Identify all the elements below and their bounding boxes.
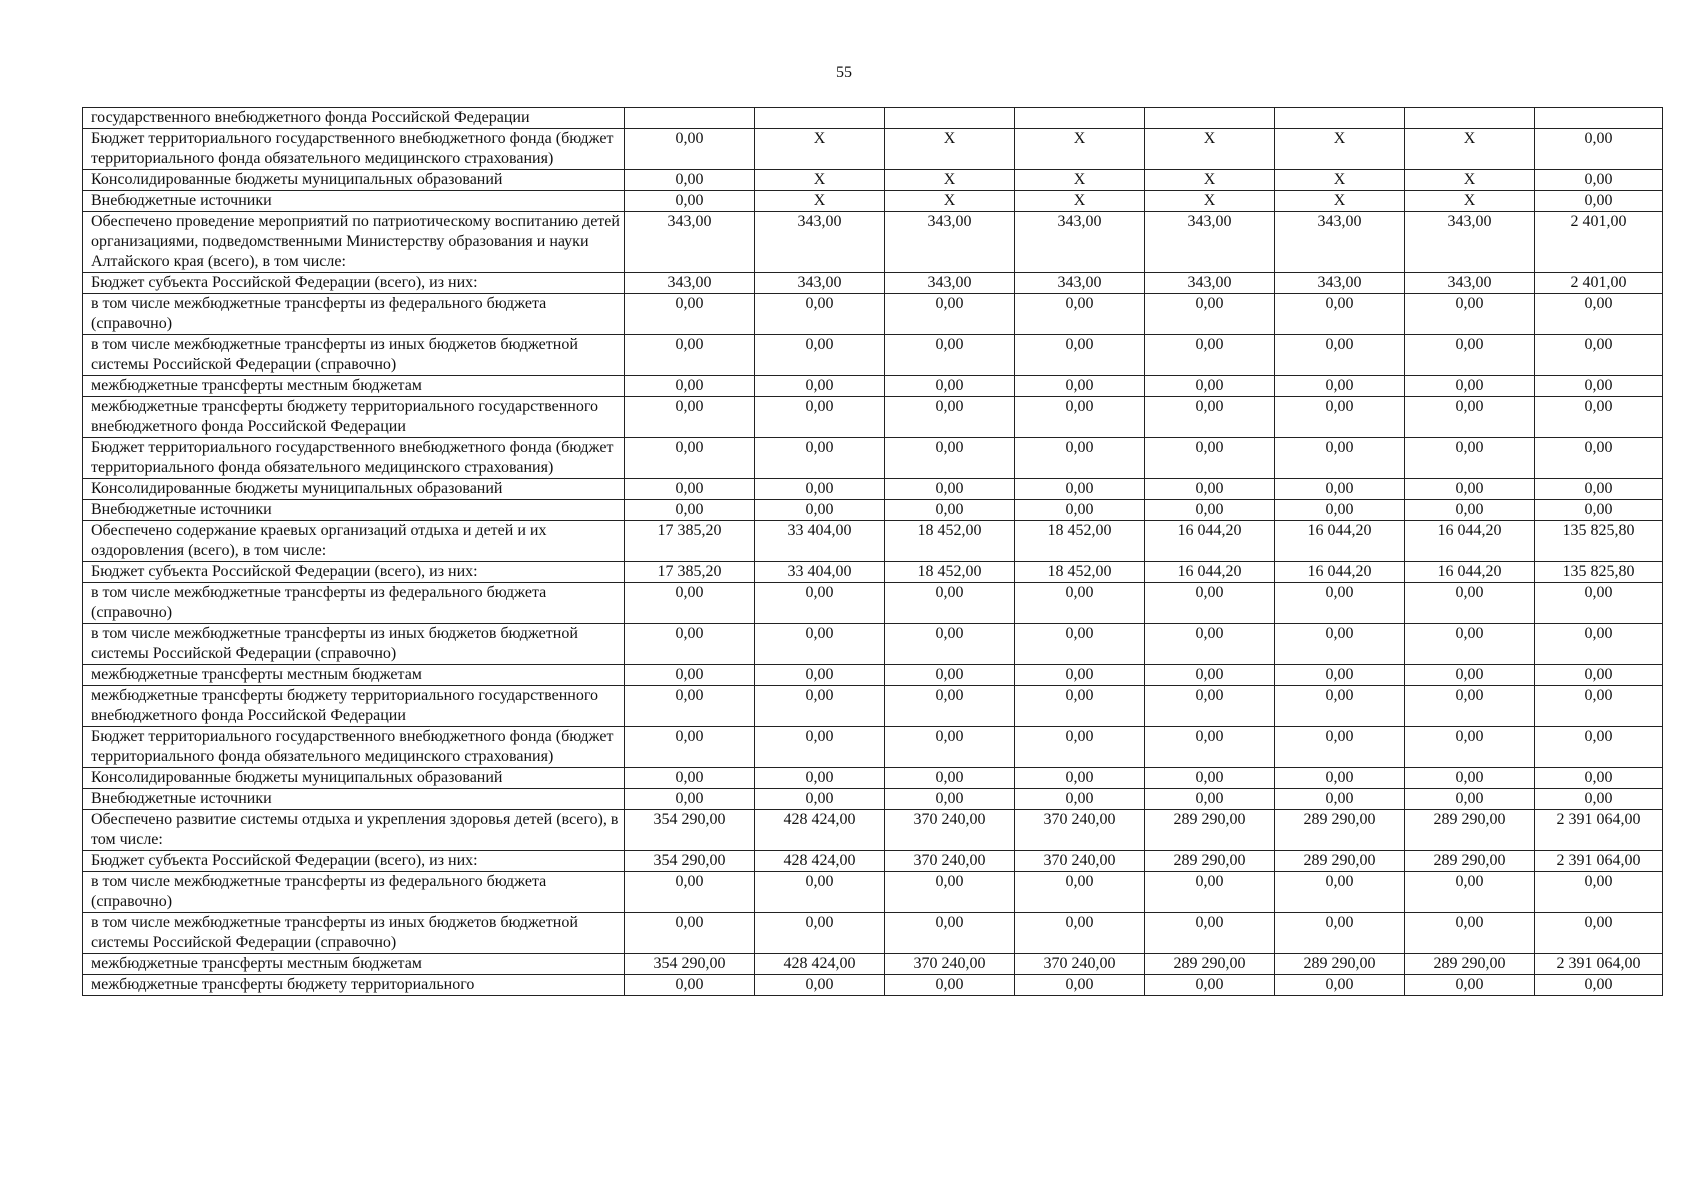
table-row — [83, 583, 1663, 624]
value-cell: 0,00 — [1145, 294, 1275, 335]
value-cell: 0,00 — [755, 872, 885, 913]
value-cell: 0,00 — [885, 294, 1015, 335]
value-cell: 0,00 — [885, 872, 1015, 913]
row-label: Внебюджетные источники — [83, 191, 625, 212]
value-cell: 0,00 — [1275, 500, 1405, 521]
row-label: межбюджетные трансферты местным бюджетам — [83, 376, 625, 397]
value-cell: 18 452,00 — [885, 521, 1015, 562]
value-cell: 428 424,00 — [755, 810, 885, 851]
value-cell: 0,00 — [625, 789, 755, 810]
value-cell: 0,00 — [1535, 294, 1663, 335]
table-row — [83, 191, 1663, 212]
value-cell: 0,00 — [1405, 583, 1535, 624]
value-cell: 0,00 — [755, 583, 885, 624]
value-cell: 0,00 — [625, 583, 755, 624]
table-row — [83, 376, 1663, 397]
value-cell: 0,00 — [1275, 872, 1405, 913]
row-label: Бюджет субъекта Российской Федерации (всего), из них: — [83, 562, 625, 583]
value-cell: 0,00 — [885, 727, 1015, 768]
value-cell: 0,00 — [1535, 438, 1663, 479]
value-cell: 343,00 — [625, 273, 755, 294]
row-label: межбюджетные трансферты бюджету территориального государственного внебюджетного фонда Российской Федерации — [83, 686, 625, 727]
value-cell: 0,00 — [1405, 624, 1535, 665]
value-cell: X — [1145, 170, 1275, 191]
table-row — [83, 727, 1663, 768]
value-cell: 0,00 — [1405, 479, 1535, 500]
value-cell: X — [1405, 191, 1535, 212]
value-cell: 0,00 — [1535, 335, 1663, 376]
row-label: Бюджет территориального государственного внебюджетного фонда (бюджет территориального фонда обязательного медицинского страхования) — [83, 727, 625, 768]
value-cell: 0,00 — [1405, 727, 1535, 768]
value-cell: 343,00 — [755, 212, 885, 273]
table-row — [83, 954, 1663, 975]
value-cell: 0,00 — [1015, 397, 1145, 438]
table-row — [83, 665, 1663, 686]
value-cell: 0,00 — [755, 789, 885, 810]
value-cell: 0,00 — [1275, 479, 1405, 500]
page-number: 55 — [836, 64, 852, 81]
value-cell: 0,00 — [625, 500, 755, 521]
value-cell: 0,00 — [1145, 686, 1275, 727]
value-cell: 0,00 — [1015, 479, 1145, 500]
row-label: межбюджетные трансферты местным бюджетам — [83, 665, 625, 686]
value-cell: 0,00 — [755, 335, 885, 376]
value-cell: 0,00 — [1405, 789, 1535, 810]
value-cell: 343,00 — [1405, 273, 1535, 294]
value-cell: 0,00 — [1535, 913, 1663, 954]
value-cell: 0,00 — [625, 913, 755, 954]
value-cell: 354 290,00 — [625, 810, 755, 851]
value-cell: 0,00 — [1405, 975, 1535, 996]
value-cell: 370 240,00 — [885, 810, 1015, 851]
value-cell: 16 044,20 — [1275, 562, 1405, 583]
value-cell: 370 240,00 — [1015, 810, 1145, 851]
value-cell: 370 240,00 — [885, 954, 1015, 975]
value-cell: 0,00 — [1405, 294, 1535, 335]
value-cell: 0,00 — [885, 479, 1015, 500]
value-cell: 16 044,20 — [1145, 562, 1275, 583]
table-row — [83, 562, 1663, 583]
value-cell: 0,00 — [1275, 624, 1405, 665]
value-cell: 0,00 — [1145, 727, 1275, 768]
value-cell: 0,00 — [1015, 294, 1145, 335]
value-cell: 289 290,00 — [1405, 954, 1535, 975]
row-label: в том числе межбюджетные трансферты из федерального бюджета (справочно) — [83, 583, 625, 624]
value-cell: 0,00 — [1145, 789, 1275, 810]
value-cell: 0,00 — [1145, 438, 1275, 479]
value-cell: 0,00 — [625, 624, 755, 665]
value-cell: 0,00 — [1015, 438, 1145, 479]
row-label: Бюджет территориального государственного внебюджетного фонда (бюджет территориального фонда обязательного медицинского страхования) — [83, 438, 625, 479]
row-label: Обеспечено развитие системы отдыха и укрепления здоровья детей (всего), в том числе: — [83, 810, 625, 851]
row-label: в том числе межбюджетные трансферты из иных бюджетов бюджетной системы Российской Федерации (справочно) — [83, 335, 625, 376]
value-cell — [1275, 108, 1405, 129]
value-cell: 0,00 — [1015, 789, 1145, 810]
value-cell: 0,00 — [1535, 727, 1663, 768]
value-cell: 343,00 — [1275, 273, 1405, 294]
value-cell: 0,00 — [1275, 913, 1405, 954]
value-cell: 0,00 — [1275, 583, 1405, 624]
value-cell: 2 401,00 — [1535, 273, 1663, 294]
value-cell: 16 044,20 — [1405, 521, 1535, 562]
value-cell: 289 290,00 — [1145, 954, 1275, 975]
value-cell: 0,00 — [1275, 294, 1405, 335]
value-cell: 0,00 — [885, 335, 1015, 376]
value-cell: X — [755, 191, 885, 212]
value-cell — [1405, 108, 1535, 129]
value-cell: X — [755, 170, 885, 191]
value-cell: 0,00 — [1535, 665, 1663, 686]
table-row — [83, 273, 1663, 294]
value-cell: 0,00 — [1145, 500, 1275, 521]
value-cell: 0,00 — [885, 500, 1015, 521]
value-cell: X — [885, 191, 1015, 212]
table-row — [83, 913, 1663, 954]
value-cell: 2 391 064,00 — [1535, 810, 1663, 851]
value-cell: 0,00 — [625, 665, 755, 686]
value-cell: 343,00 — [1405, 212, 1535, 273]
value-cell: 343,00 — [885, 212, 1015, 273]
value-cell: 0,00 — [1275, 768, 1405, 789]
value-cell: 0,00 — [885, 975, 1015, 996]
value-cell: 0,00 — [625, 872, 755, 913]
value-cell — [625, 108, 755, 129]
value-cell: 16 044,20 — [1405, 562, 1535, 583]
row-label: межбюджетные трансферты бюджету территориального — [83, 975, 625, 996]
value-cell: 289 290,00 — [1405, 810, 1535, 851]
value-cell: 135 825,80 — [1535, 521, 1663, 562]
value-cell: 135 825,80 — [1535, 562, 1663, 583]
row-label: Консолидированные бюджеты муниципальных образований — [83, 170, 625, 191]
value-cell: 0,00 — [1275, 789, 1405, 810]
value-cell: 0,00 — [755, 686, 885, 727]
value-cell: X — [1145, 129, 1275, 170]
table-row — [83, 810, 1663, 851]
value-cell: 343,00 — [1145, 273, 1275, 294]
table-row — [83, 170, 1663, 191]
value-cell: 18 452,00 — [885, 562, 1015, 583]
value-cell: 0,00 — [1275, 376, 1405, 397]
value-cell: 0,00 — [1015, 335, 1145, 376]
value-cell: 0,00 — [1405, 335, 1535, 376]
row-label: Обеспечено проведение мероприятий по патриотическому воспитанию детей организациями, подведомственными Министерству образования и науки Алтайского края (всего), в том числе: — [83, 212, 625, 273]
value-cell: 0,00 — [1015, 583, 1145, 624]
value-cell: 0,00 — [625, 479, 755, 500]
row-label: Обеспечено содержание краевых организаций отдыха и детей и их оздоровления (всего), в том числе: — [83, 521, 625, 562]
row-label: Консолидированные бюджеты муниципальных образований — [83, 768, 625, 789]
value-cell: 289 290,00 — [1405, 851, 1535, 872]
value-cell: 0,00 — [1275, 438, 1405, 479]
value-cell: 18 452,00 — [1015, 521, 1145, 562]
row-label: в том числе межбюджетные трансферты из иных бюджетов бюджетной системы Российской Федерации (справочно) — [83, 913, 625, 954]
value-cell — [1145, 108, 1275, 129]
row-label: Внебюджетные источники — [83, 500, 625, 521]
value-cell: 0,00 — [1015, 872, 1145, 913]
value-cell: 0,00 — [755, 397, 885, 438]
value-cell: 0,00 — [885, 789, 1015, 810]
table-row — [83, 129, 1663, 170]
value-cell: 0,00 — [1405, 872, 1535, 913]
value-cell: X — [1145, 191, 1275, 212]
table-row — [83, 212, 1663, 273]
value-cell: 0,00 — [1535, 583, 1663, 624]
value-cell: 0,00 — [1145, 583, 1275, 624]
value-cell: 0,00 — [1405, 500, 1535, 521]
row-label: Внебюджетные источники — [83, 789, 625, 810]
value-cell: 0,00 — [1405, 768, 1535, 789]
value-cell: 0,00 — [885, 583, 1015, 624]
value-cell: 0,00 — [755, 500, 885, 521]
value-cell: 0,00 — [1405, 913, 1535, 954]
value-cell: 0,00 — [1535, 129, 1663, 170]
value-cell: 0,00 — [625, 768, 755, 789]
value-cell — [1015, 108, 1145, 129]
value-cell: X — [1275, 170, 1405, 191]
value-cell — [1535, 108, 1663, 129]
value-cell: X — [1275, 129, 1405, 170]
value-cell: 354 290,00 — [625, 851, 755, 872]
value-cell: 370 240,00 — [1015, 851, 1145, 872]
value-cell: 0,00 — [885, 686, 1015, 727]
value-cell: X — [1015, 129, 1145, 170]
value-cell: 0,00 — [1015, 727, 1145, 768]
table-row — [83, 872, 1663, 913]
value-cell: 0,00 — [1145, 665, 1275, 686]
value-cell: 0,00 — [755, 727, 885, 768]
value-cell: 0,00 — [1535, 170, 1663, 191]
value-cell: 17 385,20 — [625, 562, 755, 583]
value-cell: 0,00 — [1275, 665, 1405, 686]
value-cell: 0,00 — [1535, 376, 1663, 397]
row-label: Бюджет субъекта Российской Федерации (всего), из них: — [83, 851, 625, 872]
table-row — [83, 624, 1663, 665]
value-cell: 0,00 — [1015, 975, 1145, 996]
row-label: в том числе межбюджетные трансферты из федерального бюджета (справочно) — [83, 872, 625, 913]
table-row — [83, 335, 1663, 376]
value-cell: 0,00 — [755, 376, 885, 397]
value-cell: 370 240,00 — [885, 851, 1015, 872]
table-row — [83, 500, 1663, 521]
value-cell: 343,00 — [885, 273, 1015, 294]
table-row — [83, 479, 1663, 500]
value-cell: 0,00 — [885, 376, 1015, 397]
value-cell: 0,00 — [755, 624, 885, 665]
value-cell: 0,00 — [1145, 913, 1275, 954]
value-cell: 428 424,00 — [755, 851, 885, 872]
value-cell: 0,00 — [885, 665, 1015, 686]
value-cell: 343,00 — [1145, 212, 1275, 273]
value-cell: 343,00 — [755, 273, 885, 294]
row-label: государственного внебюджетного фонда Российской Федерации — [83, 108, 625, 129]
table-body — [83, 108, 1663, 996]
value-cell: 0,00 — [1535, 686, 1663, 727]
table-row — [83, 851, 1663, 872]
value-cell: 289 290,00 — [1275, 954, 1405, 975]
value-cell: 0,00 — [625, 294, 755, 335]
value-cell: 0,00 — [1405, 397, 1535, 438]
row-label: в том числе межбюджетные трансферты из иных бюджетов бюджетной системы Российской Федерации (справочно) — [83, 624, 625, 665]
table-row — [83, 294, 1663, 335]
value-cell: 0,00 — [1275, 397, 1405, 438]
value-cell: 0,00 — [885, 913, 1015, 954]
table-row — [83, 108, 1663, 129]
table-row — [83, 789, 1663, 810]
value-cell: 289 290,00 — [1275, 851, 1405, 872]
value-cell: 0,00 — [1015, 500, 1145, 521]
value-cell: 17 385,20 — [625, 521, 755, 562]
value-cell: 0,00 — [1535, 789, 1663, 810]
value-cell: 0,00 — [625, 335, 755, 376]
value-cell: 2 391 064,00 — [1535, 851, 1663, 872]
value-cell: X — [755, 129, 885, 170]
value-cell: 0,00 — [1275, 975, 1405, 996]
row-label: в том числе межбюджетные трансферты из федерального бюджета (справочно) — [83, 294, 625, 335]
value-cell: 0,00 — [1405, 438, 1535, 479]
value-cell: 0,00 — [1405, 665, 1535, 686]
value-cell: 0,00 — [1275, 727, 1405, 768]
value-cell: 0,00 — [625, 438, 755, 479]
value-cell: 0,00 — [1145, 975, 1275, 996]
value-cell: 0,00 — [1145, 479, 1275, 500]
value-cell: 0,00 — [1405, 686, 1535, 727]
value-cell: 33 404,00 — [755, 521, 885, 562]
value-cell: 0,00 — [1145, 335, 1275, 376]
table-row — [83, 975, 1663, 996]
value-cell: 0,00 — [1145, 624, 1275, 665]
value-cell: 16 044,20 — [1145, 521, 1275, 562]
value-cell: 0,00 — [1145, 768, 1275, 789]
table-row — [83, 397, 1663, 438]
value-cell: 289 290,00 — [1145, 851, 1275, 872]
value-cell — [755, 108, 885, 129]
value-cell: 343,00 — [1015, 212, 1145, 273]
value-cell: 0,00 — [625, 129, 755, 170]
value-cell: 0,00 — [1535, 768, 1663, 789]
value-cell: 0,00 — [1275, 686, 1405, 727]
value-cell — [885, 108, 1015, 129]
value-cell: 289 290,00 — [1145, 810, 1275, 851]
value-cell: 354 290,00 — [625, 954, 755, 975]
value-cell: 2 401,00 — [1535, 212, 1663, 273]
value-cell: 428 424,00 — [755, 954, 885, 975]
value-cell: 0,00 — [625, 397, 755, 438]
value-cell: 0,00 — [1535, 500, 1663, 521]
value-cell: 0,00 — [755, 768, 885, 789]
value-cell: 0,00 — [1145, 376, 1275, 397]
value-cell: X — [1275, 191, 1405, 212]
value-cell: 0,00 — [625, 170, 755, 191]
value-cell: 0,00 — [1015, 624, 1145, 665]
value-cell: 370 240,00 — [1015, 954, 1145, 975]
value-cell: 0,00 — [625, 727, 755, 768]
value-cell: 0,00 — [755, 975, 885, 996]
value-cell: 343,00 — [1015, 273, 1145, 294]
value-cell: 343,00 — [1275, 212, 1405, 273]
value-cell: X — [885, 170, 1015, 191]
value-cell: 0,00 — [1535, 872, 1663, 913]
value-cell: 0,00 — [885, 768, 1015, 789]
value-cell: 0,00 — [885, 624, 1015, 665]
value-cell: 18 452,00 — [1015, 562, 1145, 583]
value-cell: 0,00 — [1535, 397, 1663, 438]
value-cell: 0,00 — [1015, 376, 1145, 397]
value-cell: 0,00 — [625, 376, 755, 397]
value-cell: 0,00 — [1275, 335, 1405, 376]
value-cell: 33 404,00 — [755, 562, 885, 583]
value-cell: 0,00 — [755, 913, 885, 954]
value-cell: 0,00 — [1015, 913, 1145, 954]
value-cell: 0,00 — [1015, 686, 1145, 727]
value-cell: 0,00 — [1535, 479, 1663, 500]
table-row — [83, 521, 1663, 562]
value-cell: 0,00 — [755, 294, 885, 335]
row-label: межбюджетные трансферты местным бюджетам — [83, 954, 625, 975]
value-cell: X — [1405, 170, 1535, 191]
value-cell: X — [1015, 191, 1145, 212]
value-cell: 16 044,20 — [1275, 521, 1405, 562]
row-label: межбюджетные трансферты бюджету территориального государственного внебюджетного фонда Российской Федерации — [83, 397, 625, 438]
value-cell: 0,00 — [1535, 975, 1663, 996]
value-cell: 289 290,00 — [1275, 810, 1405, 851]
value-cell: 0,00 — [755, 479, 885, 500]
value-cell: 0,00 — [1015, 665, 1145, 686]
value-cell: 0,00 — [1535, 624, 1663, 665]
table-row — [83, 438, 1663, 479]
value-cell: 0,00 — [885, 397, 1015, 438]
row-label: Бюджет субъекта Российской Федерации (всего), из них: — [83, 273, 625, 294]
value-cell: 0,00 — [1145, 397, 1275, 438]
value-cell: 343,00 — [625, 212, 755, 273]
value-cell: 0,00 — [1405, 376, 1535, 397]
value-cell: 0,00 — [755, 665, 885, 686]
value-cell: 0,00 — [1535, 191, 1663, 212]
value-cell: 0,00 — [755, 438, 885, 479]
row-label: Бюджет территориального государственного внебюджетного фонда (бюджет территориального фонда обязательного медицинского страхования) — [83, 129, 625, 170]
value-cell: 0,00 — [625, 191, 755, 212]
value-cell: X — [885, 129, 1015, 170]
table-row — [83, 768, 1663, 789]
table-row — [83, 686, 1663, 727]
budget-table — [82, 107, 1663, 996]
value-cell: 0,00 — [885, 438, 1015, 479]
value-cell: X — [1015, 170, 1145, 191]
value-cell: 2 391 064,00 — [1535, 954, 1663, 975]
value-cell: 0,00 — [1015, 768, 1145, 789]
value-cell: 0,00 — [625, 686, 755, 727]
value-cell: 0,00 — [625, 975, 755, 996]
value-cell: 0,00 — [1145, 872, 1275, 913]
row-label: Консолидированные бюджеты муниципальных образований — [83, 479, 625, 500]
value-cell: X — [1405, 129, 1535, 170]
